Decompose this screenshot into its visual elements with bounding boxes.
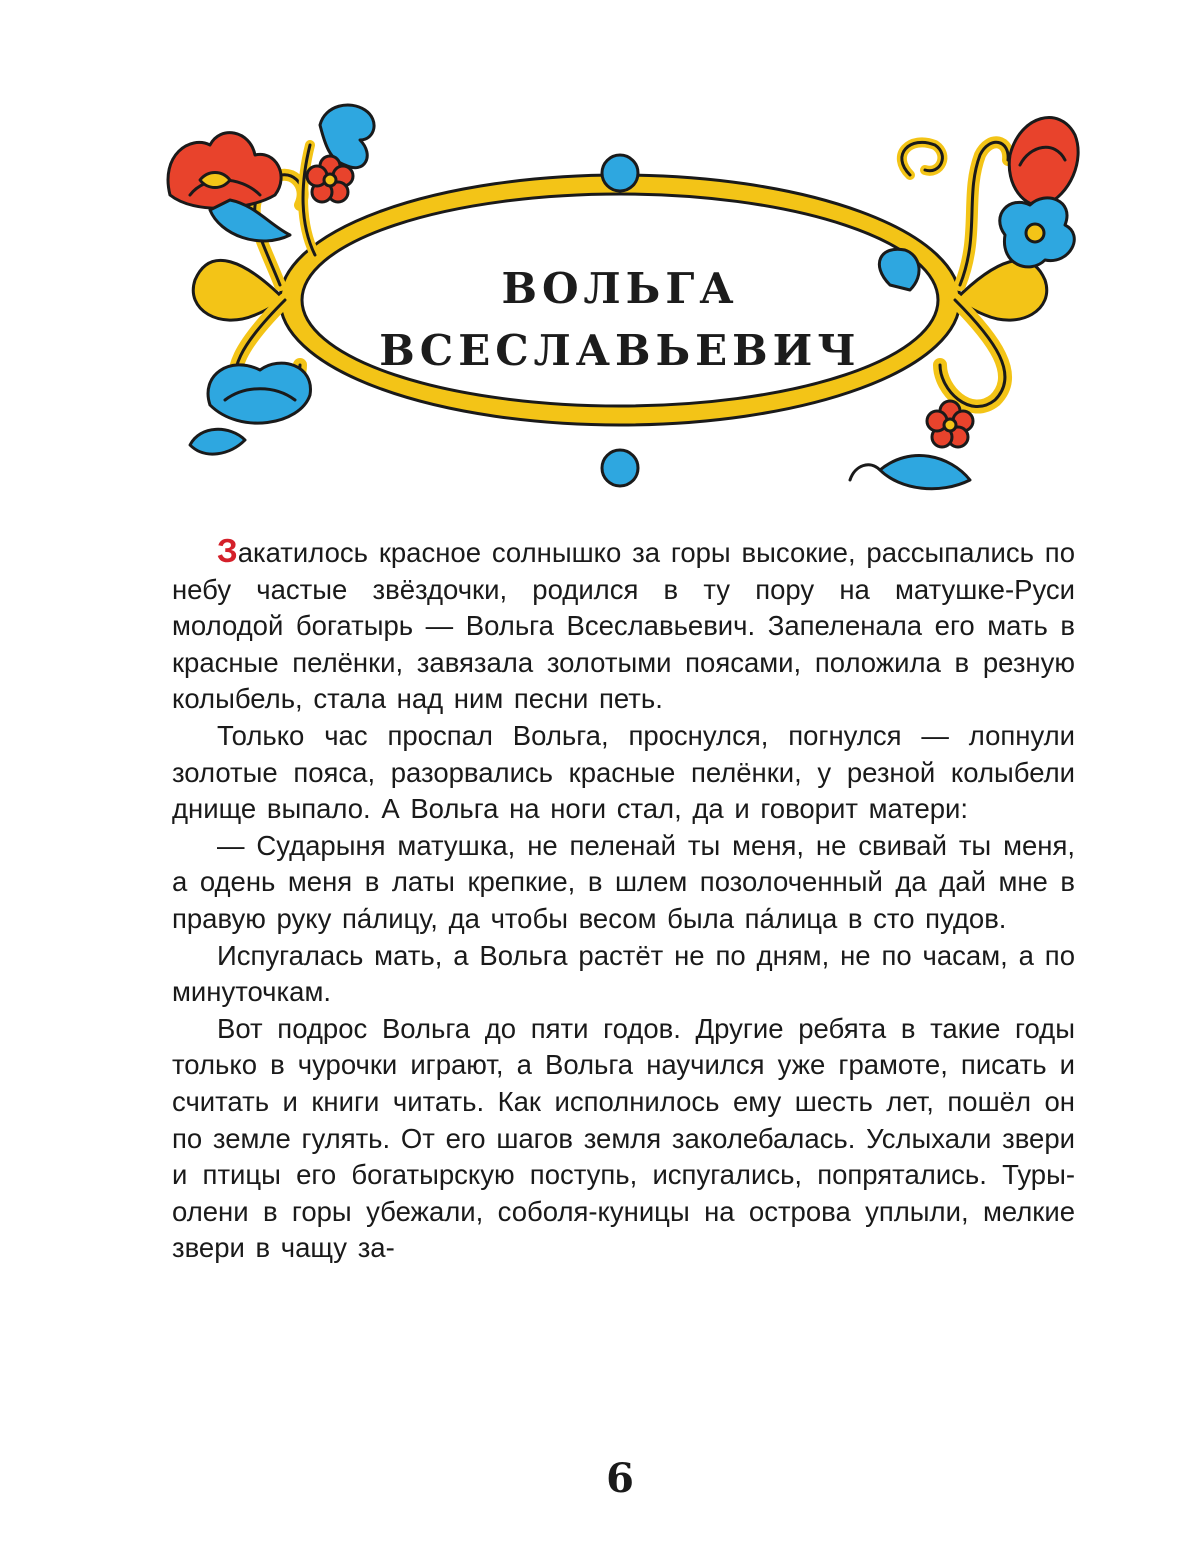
- chapter-title-line-2: ВСЕСЛАВЬЕВИЧ: [379, 326, 861, 375]
- chapter-title: [360, 258, 880, 382]
- paragraph-1: [172, 533, 1075, 718]
- paragraph-5: Вот подрос Вольга до пяти годов. Другие ребята в такие годы только в чурочки играют, а Вольга научился уже грамоте, писать и считать и книги читать. Как исполнилось ему шесть лет, пошёл он по земле гулять. От его шагов земля заколебалась. Услыхали звери и птицы его богатырскую поступь, испугались, попрятались. Туры-олени в горы убежали, соболя-куницы на острова уплыли, мелкие звери в чащу за-: [172, 1012, 1075, 1264]
- paragraph-4: Испугалась мать, а Вольга растёт не по дням, не по часам, а по минуточкам.: [172, 939, 1075, 1008]
- paragraph-2: Только час проспал Вольга, проснулся, погнулся — лопнули золотые пояса, разорвались красные пелёнки, у резной колыбели днище выпало. А Вольга на ноги стал, да и говорит матери:: [172, 719, 1075, 825]
- drop-cap: З: [217, 532, 238, 569]
- story-body: [172, 533, 1075, 1267]
- page-number: 6: [606, 1455, 634, 1502]
- chapter-title-line-1: ВОЛЬГА: [501, 264, 739, 313]
- paragraph-3: — Сударыня матушка, не пеленай ты меня, не свивай ты меня, а одень меня в латы крепкие, в шлем позолоченный да дай мне в правую руку па́лицу, да чтобы весом была па́лица в сто пудов.: [172, 829, 1075, 934]
- paragraph-1-text: акатилось красное солнышко за горы высокие, рассыпались по небу частые звёздочки, родился в ту пору на матушке-Руси молодой богатырь — Вольга Всеславьевич. Запеленала его мать в красные пелёнки, завязала золотыми поясами, положила в резную колыбель, стала над ним песни петь.: [172, 537, 1075, 715]
